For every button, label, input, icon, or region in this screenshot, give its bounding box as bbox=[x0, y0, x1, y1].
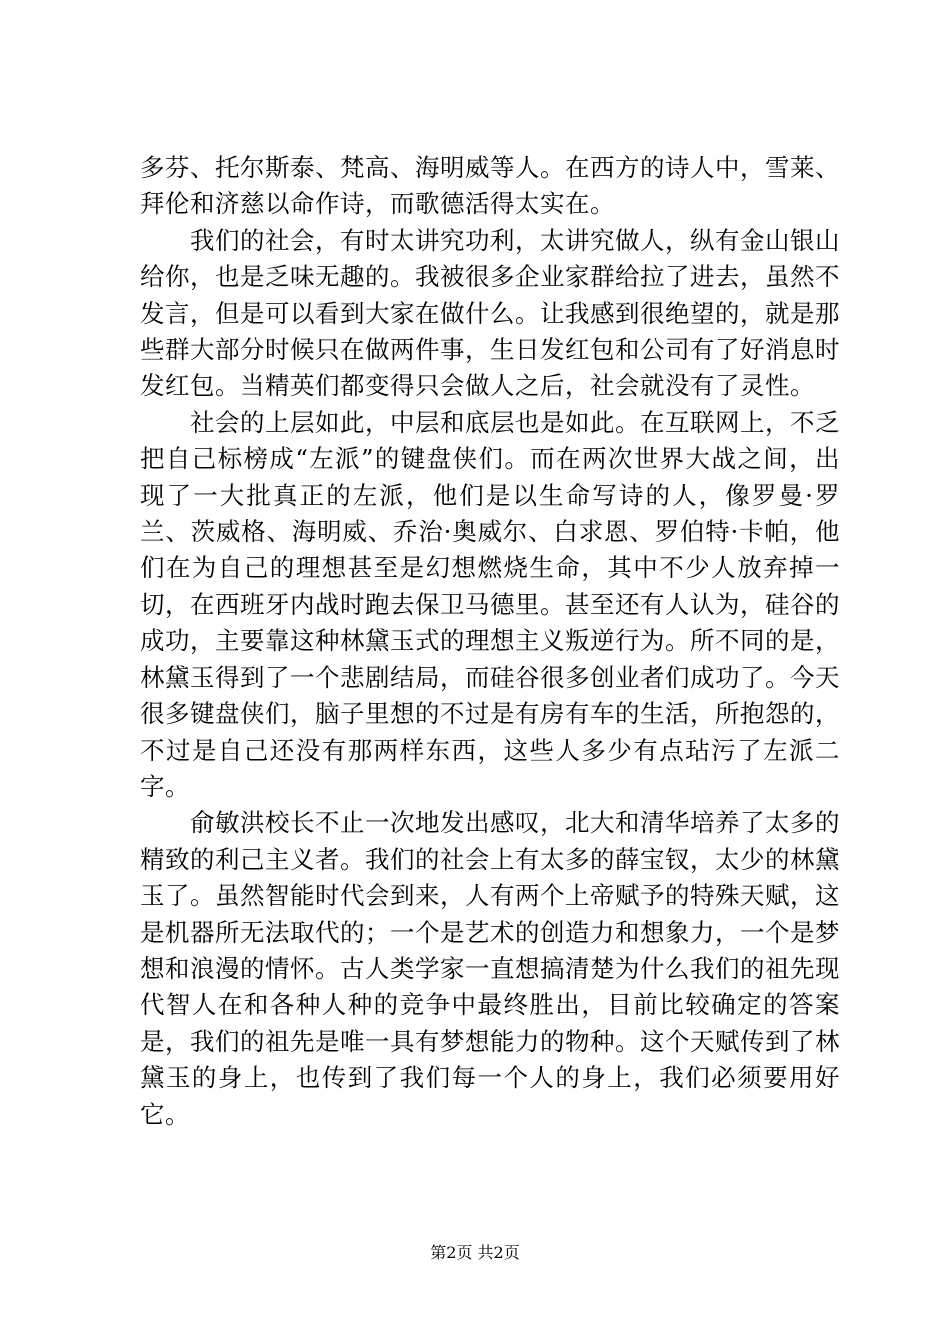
paragraph-2: 我们的社会，有时太讲究功利，太讲究做人，纵有金山银山给你，也是乏味无趣的。我被很多企业家群给拉了进去，虽然不发言，但是可以看到大家在做什么。让我感到很绝望的，就是那些群大部分时候只在做两件事，生日发红包和公司有了好消息时发红包。当精英们都变得只会做人之后，社会就没有了灵性。 bbox=[140, 225, 840, 401]
document-body bbox=[140, 150, 840, 1133]
paragraph-4: 俞敏洪校长不止一次地发出感叹，北大和清华培养了太多的精致的利己主义者。我们的社会上有太多的薛宝钗，太少的林黛玉了。虽然智能时代会到来，人有两个上帝赋予的特殊天赋，这是机器所无法取代的；一个是艺术的创造力和想象力，一个是梦想和浪漫的情怀。古人类学家一直想搞清楚为什么我们的祖先现代智人在和各种人种的竞争中最终胜出，目前比较确定的答案是，我们的祖先是唯一具有梦想能力的物种。这个天赋传到了林黛玉的身上，也传到了我们每一个人的身上，我们必须要用好它。 bbox=[140, 808, 840, 1129]
paragraph-1: 多芬、托尔斯泰、梵高、海明威等人。在西方的诗人中，雪莱、拜伦和济慈以命作诗，而歌德活得太实在。 bbox=[140, 153, 840, 219]
page-number-footer: 第2页 共2页 bbox=[430, 1243, 520, 1262]
paragraph-3: 社会的上层如此，中层和底层也是如此。在互联网上，不乏把自己标榜成“左派”的键盘侠们。而在两次世界大战之间，出现了一大批真正的左派，他们是以生命写诗的人，像罗曼·罗兰、茨威格、海明威、乔治·奥威尔、白求恩、罗伯特·卡帕，他们在为自己的理想甚至是幻想燃烧生命，其中不少人放弃掉一切，在西班牙内战时跑去保卫马德里。甚至还有人认为，硅谷的成功，主要靠这种林黛玉式的理想主义叛逆行为。所不同的是，林黛玉得到了一个悲剧结局，而硅谷很多创业者们成功了。今天很多键盘侠们，脑子里想的不过是有房有车的生活，所抱怨的，不过是自己还没有那两样东西，这些人多少有点玷污了左派二字。 bbox=[140, 407, 840, 801]
